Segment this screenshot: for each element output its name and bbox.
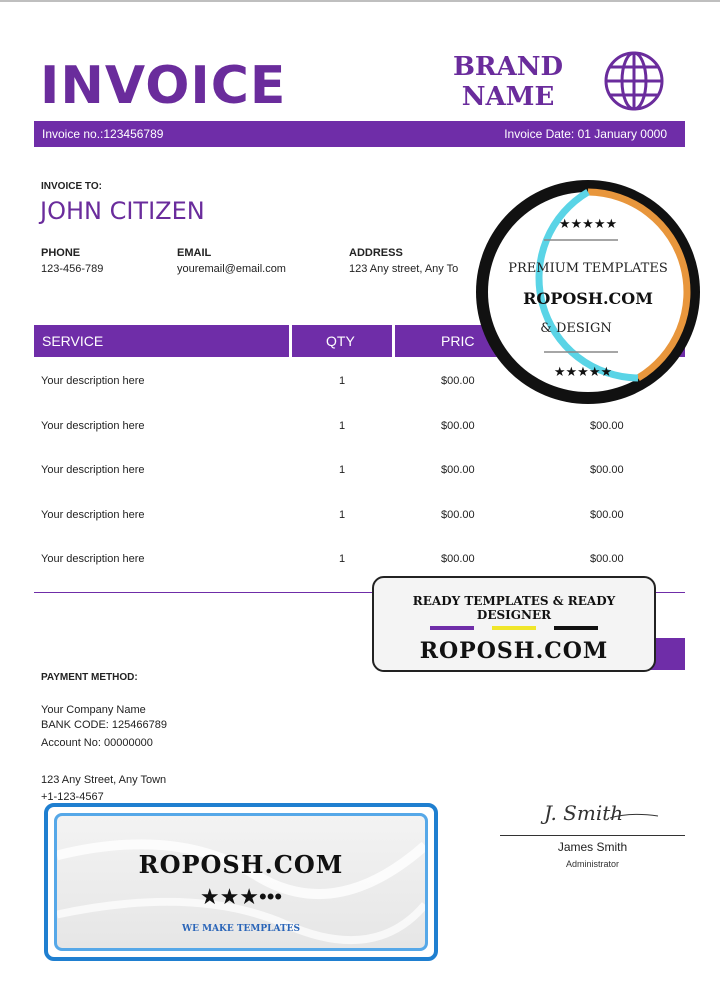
stamp-purple-bar	[430, 626, 474, 630]
invoice-number: Invoice no.:123456789	[42, 127, 164, 141]
payment-account: Account No: 00000000	[41, 737, 153, 749]
phone-label: PHONE	[41, 247, 81, 259]
qty-header	[292, 325, 392, 357]
stamp-black-bar	[554, 626, 598, 630]
row-qty: 1	[339, 375, 346, 387]
address-value: 123 Any street, Any To	[349, 263, 459, 275]
row-qty: 1	[339, 509, 346, 521]
globe-logo-icon	[598, 48, 670, 114]
stamp-line-1: READY TEMPLATES & READY DESIGNER	[412, 594, 616, 622]
row-qty: 1	[339, 464, 346, 476]
signer-role: Administrator	[565, 859, 619, 869]
payment-bank-code: BANK CODE: 125466789	[41, 719, 167, 731]
row-description: Your description here	[41, 553, 145, 565]
row-total: $00.00	[590, 420, 624, 432]
service-header	[34, 325, 289, 357]
payment-company: Your Company Name	[41, 704, 146, 716]
brand-line-2: NAME	[461, 82, 555, 112]
contact-phone: +1-123-4567	[41, 791, 104, 803]
badge-stars: ★★★•••	[199, 884, 283, 909]
stamp-line-2: ROPOSH.COM	[419, 638, 609, 664]
client-name: JOHN CITIZEN	[40, 197, 205, 225]
payment-method-label: PAYMENT METHOD:	[41, 672, 138, 683]
table-row	[34, 461, 685, 481]
row-qty: 1	[339, 420, 346, 432]
row-total: $00.00	[590, 553, 624, 565]
svg-text:★★★★★: ★★★★★	[553, 365, 613, 380]
table-row	[34, 417, 685, 437]
row-description: Your description here	[41, 375, 145, 387]
svg-text:PREMIUM TEMPLATES: PREMIUM TEMPLATES	[508, 261, 668, 276]
we-make-templates-badge	[44, 803, 438, 961]
signer-name: James Smith	[557, 840, 628, 854]
badge-line-1: ROPOSH.COM	[138, 850, 344, 879]
phone-value: 123-456-789	[41, 263, 104, 275]
address-label: ADDRESS	[349, 247, 403, 259]
row-price: $00.00	[441, 420, 475, 432]
invoice-title: INVOICE	[40, 56, 287, 116]
brand-line-1: BRAND	[452, 52, 564, 82]
badge-inner	[54, 813, 428, 951]
stamp-yellow-bar	[492, 626, 536, 630]
svg-text:★★★★★: ★★★★★	[558, 217, 618, 232]
invoice-to-label: INVOICE TO:	[41, 181, 102, 192]
row-qty: 1	[339, 553, 346, 565]
row-description: Your description here	[41, 420, 145, 432]
row-price: $00.00	[441, 553, 475, 565]
svg-text:& DESIGN: & DESIGN	[540, 321, 612, 336]
signature-image	[540, 798, 660, 830]
row-description: Your description here	[41, 509, 145, 521]
email-value: youremail@email.com	[177, 263, 286, 275]
table-row	[34, 506, 685, 526]
email-label: EMAIL	[177, 247, 212, 259]
row-total: $00.00	[590, 509, 624, 521]
brand-name	[446, 52, 570, 112]
row-price: $00.00	[441, 464, 475, 476]
table-row	[34, 550, 685, 570]
invoice-date: Invoice Date: 01 January 0000	[504, 127, 667, 141]
svg-text:ROPOSH.COM: ROPOSH.COM	[523, 289, 653, 308]
row-total: $00.00	[590, 464, 624, 476]
row-description: Your description here	[41, 464, 145, 476]
ready-templates-stamp	[372, 576, 656, 672]
row-price: $00.00	[441, 509, 475, 521]
service-header-label: SERVICE	[42, 333, 104, 349]
qty-header-label: QTY	[326, 333, 355, 349]
svg-text:J. Smith: J. Smith	[544, 801, 624, 825]
invoice-info-bar	[34, 121, 685, 147]
row-price: $00.00	[441, 375, 475, 387]
signature-line	[500, 835, 685, 836]
price-header-label: PRIC	[441, 333, 475, 349]
top-border	[0, 0, 720, 2]
badge-line-2: WE MAKE TEMPLATES	[181, 924, 301, 934]
premium-templates-seal	[468, 178, 708, 418]
contact-street: 123 Any Street, Any Town	[41, 774, 167, 786]
